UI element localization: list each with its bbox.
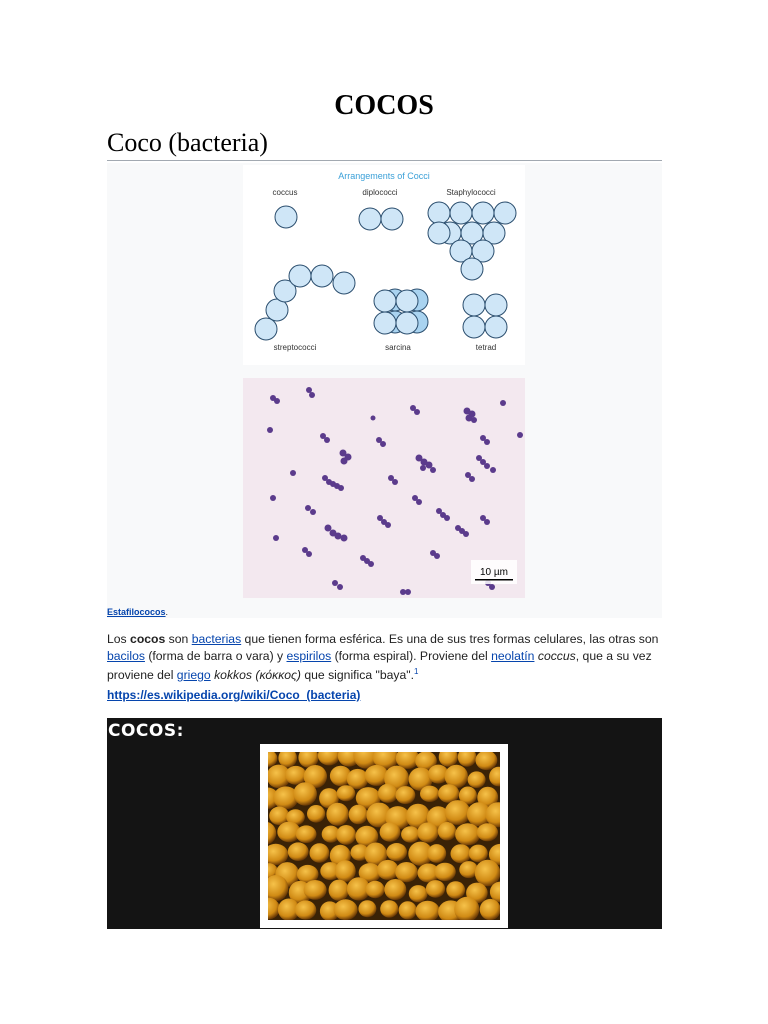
coccus-cell-photo (475, 860, 500, 886)
coccus-cell-photo (336, 825, 356, 845)
sarcina-cell (396, 312, 418, 334)
coccus-cell-photo (337, 785, 356, 801)
link-griego[interactable]: griego (176, 668, 211, 683)
staphylococci-cell (428, 202, 450, 224)
coccus-cell-photo (380, 822, 401, 841)
coccus-cell-photo (427, 844, 446, 863)
label-tetrad: tetrad (475, 343, 497, 352)
coccus-cell-photo (399, 901, 417, 919)
streptococci-cell (289, 265, 311, 287)
coccus-cell-photo (384, 879, 406, 900)
dark-panel-title: COCOS: (108, 721, 184, 741)
coccus-cell-photo (380, 900, 398, 917)
cell-cluster (517, 432, 523, 438)
tetrad-cell (485, 294, 507, 316)
cell-cluster (273, 535, 279, 541)
streptococci-cell (255, 318, 277, 340)
coccus-cell-photo (455, 823, 480, 845)
sarcina-cell (374, 290, 396, 312)
document-title: COCOS (334, 90, 434, 121)
coccus-cell-photo (288, 842, 309, 861)
coccus-cell-photo (334, 899, 358, 920)
coccus-cell-photo (285, 766, 307, 785)
coccus-cell-photo (401, 826, 420, 842)
figure-caption: Estafilococos. (107, 607, 169, 617)
staphylococci-cell (450, 202, 472, 224)
coccus-cell-photo (358, 900, 376, 917)
caption-link[interactable]: Estafilococos (107, 607, 166, 617)
coccus-cell-photo (377, 860, 399, 880)
coccus-cell-photo (480, 899, 500, 920)
coccus-cell-photo (417, 822, 438, 842)
staphylococci-cell (461, 258, 483, 280)
coccus-cell-photo (446, 881, 465, 899)
link-bacilos[interactable]: bacilos (107, 648, 145, 663)
reference-marker[interactable]: 1 (413, 667, 419, 676)
staphylococci-cell (472, 202, 494, 224)
link-neolatin[interactable]: neolatín (491, 648, 535, 663)
coccus-cell-photo (310, 843, 330, 862)
coccus-cell-photo (395, 862, 418, 882)
coccus-cell-photo (434, 863, 456, 881)
sarcina-cell (396, 290, 418, 312)
diagram-title: Arrangements of Cocci (338, 171, 430, 181)
coccus-cell-photo (469, 845, 488, 863)
label-streptococci: streptococci (273, 343, 317, 352)
coccus-cell-photo (445, 800, 471, 825)
streptococci-cell (311, 265, 333, 287)
link-espirilos[interactable]: espirilos (286, 648, 332, 663)
coccus-cell-photo (438, 784, 459, 803)
coccus-cell-photo (438, 822, 456, 840)
coccus-cell-photo (451, 844, 472, 863)
cocci-sem-photo (268, 752, 500, 920)
coccus-cell-photo (329, 880, 349, 901)
coccus-cell-photo (296, 825, 317, 843)
italic-kokkos: kokkos (κόκκος) (214, 668, 301, 683)
bold-term: cocos (130, 632, 166, 646)
coccus-cell-photo (426, 880, 445, 898)
coccus-cell-photo (409, 885, 428, 902)
cell-cluster (270, 495, 276, 501)
coccus-cell-photo (326, 803, 348, 826)
cell-cluster (500, 400, 506, 406)
article-paragraph: Los cocos son bacterias que tienen forma esférica. Es una de sus tres formas celulares, las otras son bacilos (forma de barra o vara) y espirilos (forma espiral). Proviene del neolatín coccus, que a su vez proviene del griego kokkos (κόκκος) que significa "baya".$^1$ (107, 632, 659, 683)
coccus-cell-photo (477, 823, 498, 841)
coccus-cell-photo (366, 881, 385, 898)
coccus-cell-photo (378, 784, 398, 803)
tetrad-cell (463, 316, 485, 338)
staphylococci-micrograph (243, 378, 525, 598)
section-heading: Coco (bacteria) (107, 128, 662, 161)
coccus-cell-photo (396, 786, 416, 804)
tetrad-cell (463, 294, 485, 316)
label-sarcina: sarcina (385, 343, 411, 352)
scale-bar (475, 579, 513, 581)
cocci-arrangements-diagram (243, 165, 525, 365)
cell-cluster (267, 427, 273, 433)
streptococci-cell (333, 272, 355, 294)
link-bacterias[interactable]: bacterias (191, 632, 242, 646)
label-diplococci: diplococci (362, 188, 398, 197)
coccus-cell-photo (295, 900, 316, 919)
coccus-cell-photo (293, 782, 317, 805)
sarcina-cell (374, 312, 396, 334)
coccus-cell-photo (304, 880, 327, 900)
staphylococci-cell (428, 222, 450, 244)
coccus-cell-photo (307, 805, 325, 823)
staphylococci-cell (494, 202, 516, 224)
coccus-cell-photo (349, 805, 368, 825)
label-coccus: coccus (272, 188, 298, 197)
italic-coccus: coccus (537, 648, 576, 663)
coccus-cell-photo (420, 786, 439, 802)
scale-bar-label: 10 µm (480, 567, 508, 578)
coccus-cell (275, 206, 297, 228)
tetrad-cell (485, 316, 507, 338)
diplococci-cell (359, 208, 381, 230)
coccus-cell-photo (468, 771, 486, 788)
cell-cluster (290, 470, 296, 476)
coccus-cell-photo (386, 843, 407, 861)
cell-cluster (371, 416, 376, 421)
diplococci-cell (381, 208, 403, 230)
coccus-cell-photo (335, 860, 356, 882)
label-staphylococci: Staphylococci (446, 188, 496, 197)
source-link[interactable]: https://es.wikipedia.org/wiki/Coco_(bacteria) (107, 688, 361, 702)
